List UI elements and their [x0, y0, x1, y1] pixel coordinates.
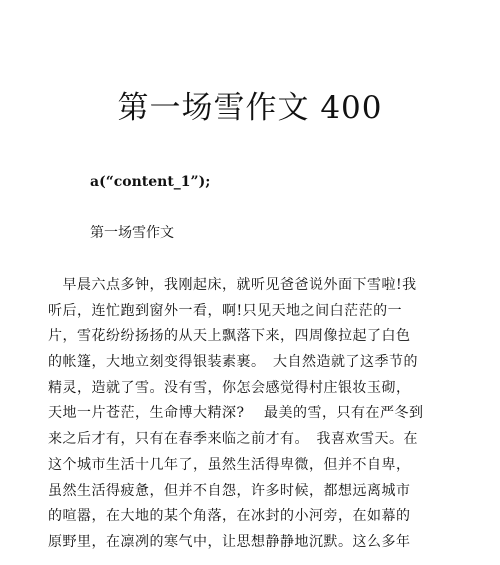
- article-body: [48, 273, 458, 556]
- body-line: 片，雪花纷纷扬扬的从天上飘落下来，四周像拉起了白色: [48, 328, 411, 345]
- body-line: 天地一片苍茫，生命博大精深? 最美的雪，只有在严冬到: [48, 405, 424, 422]
- code-line: a(“content_1”);: [90, 174, 211, 190]
- body-line: 精灵，造就了雪。没有雪，你怎会感觉得村庄银妆玉砌，: [48, 379, 411, 396]
- body-line: 虽然生活得疲惫，但并不自怨，许多时候，都想远离城市: [48, 482, 411, 499]
- body-line: 听后，连忙跑到窗外一看，啊!只见天地之间白茫茫的一: [48, 302, 403, 319]
- body-line: 来之后才有，只有在春季来临之前才有。 我喜欢雪天。在: [48, 431, 418, 448]
- body-line: 原野里，在凛冽的寒气中，让思想静静地沉默。这么多年: [48, 533, 411, 550]
- body-line: 的喧嚣，在大地的某个角落，在冰封的小河旁，在如幕的: [48, 508, 411, 525]
- body-line: 的帐篷，大地立刻变得银装素裹。 大自然造就了这季节的: [48, 354, 418, 371]
- body-line: 这个城市生活十几年了，虽然生活得卑微，但并不自卑，: [48, 456, 411, 473]
- body-line: 早晨六点多钟，我刚起床，就听见爸爸说外面下雪啦!我: [48, 277, 417, 293]
- document-title: 第一场雪作文 400: [117, 90, 383, 126]
- article-subtitle: 第一场雪作文: [90, 225, 174, 241]
